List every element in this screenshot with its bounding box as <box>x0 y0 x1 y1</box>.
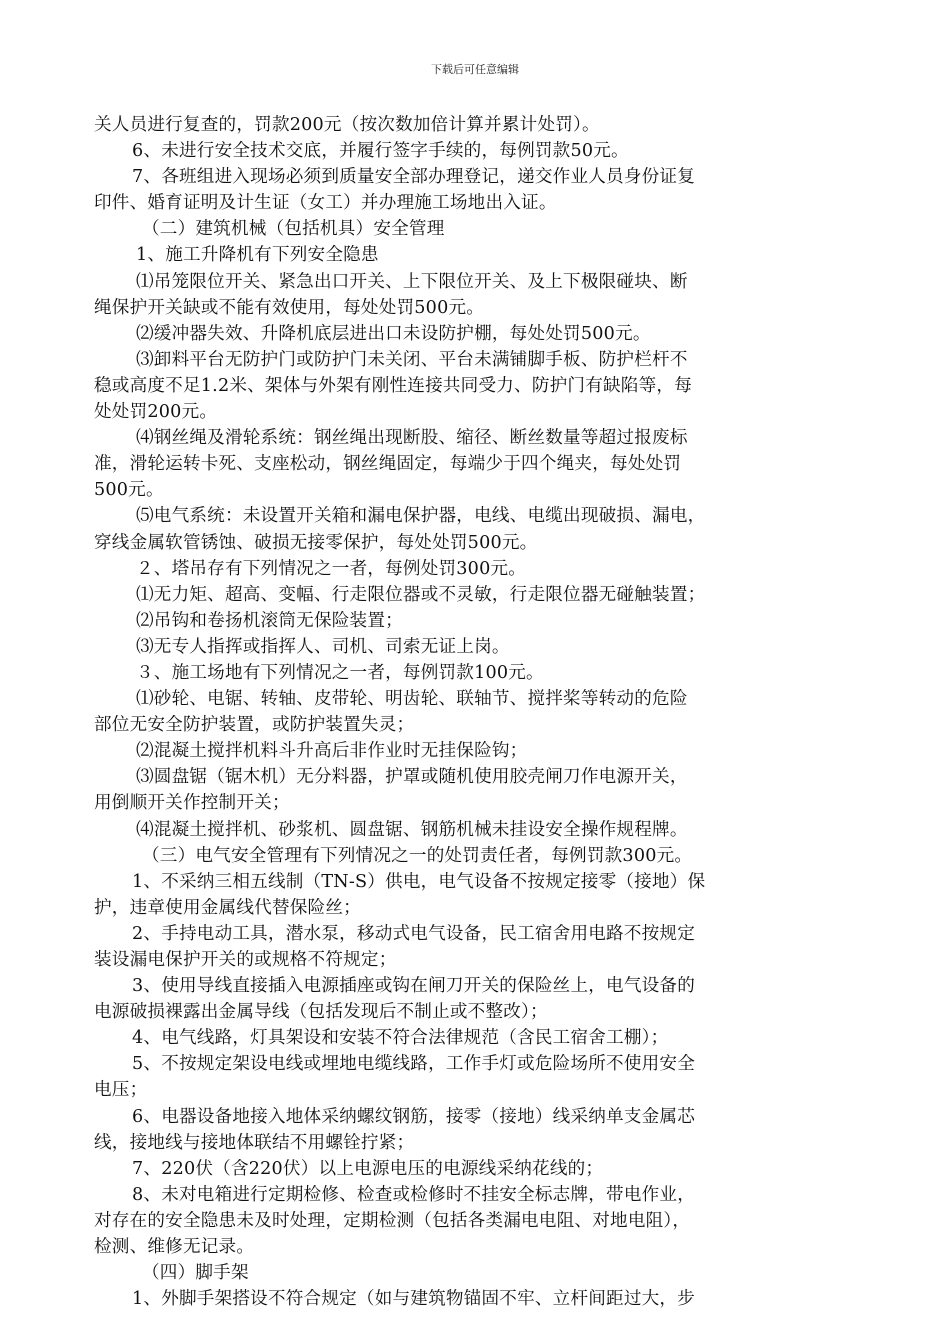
text-line: ⑴砂轮、电锯、转轴、皮带轮、明齿轮、联轴节、搅拌桨等转动的危险 <box>136 689 688 710</box>
text-line: 1、施工升降机有下列安全隐患 <box>136 245 379 266</box>
text-line: 绳保护开关缺或不能有效使用，每处处罚500元。 <box>94 297 485 318</box>
text-line: ⑵混凝土搅拌机料斗升高后非作业时无挂保险钩； <box>136 741 528 762</box>
text-line: 装设漏电保护开关的或规格不符规定； <box>94 950 397 970</box>
text-line: 关人员进行复查的，罚款200元（按次数加倍计算并累计处罚）。 <box>94 115 600 135</box>
text-line: 检测、维修无记录。 <box>94 1237 255 1258</box>
text-line: ⑵缓冲器失效、升降机底层进出口未设防护棚，每处处罚500元。 <box>136 323 651 344</box>
text-line: 护，违章使用金属线代替保险丝； <box>94 897 361 918</box>
text-line: 印件、婚育证明及计生证（女工）并办理施工场地出入证。 <box>94 193 557 214</box>
text-line: ⑷钢丝绳及滑轮系统：钢丝绳出现断股、缩径、断丝数量等超过报废标 <box>136 428 688 449</box>
text-line: 电源破损裸露出金属导线（包括发现后不制止或不整改）； <box>94 1002 548 1023</box>
text-line: 8、未对电箱进行定期检修、检查或检修时不挂安全标志牌，带电作业， <box>132 1184 696 1205</box>
text-line: ３、施工场地有下列情况之一者，每例罚款100元。 <box>136 662 544 683</box>
text-line: 6、电器设备地接入地体采纳螺纹钢筋，接零（接地）线采纳单支金属芯 <box>132 1106 696 1127</box>
text-line: 2、手持电动工具，潜水泵，移动式电气设备，民工宿舍用电路不按规定 <box>132 923 696 944</box>
text-line: ⑴吊笼限位开关、紧急出口开关、上下限位开关、及上下极限碰块、断 <box>136 271 688 292</box>
text-line: 穿线金属软管锈蚀、破损无接零保护，每处处罚500元。 <box>94 532 538 553</box>
text-line: 电压； <box>94 1080 148 1101</box>
page-header: 下载后可任意编辑 <box>431 63 519 76</box>
text-line: ⑶无专人指挥或指挥人、司机、司索无证上岗。 <box>136 636 510 657</box>
text-line: 准，滑轮运转卡死、支座松动，钢丝绳固定，每端少于四个绳夹，每处处罚 <box>94 454 682 475</box>
text-line: 稳或高度不足1.2米、架体与外架有刚性连接共同受力、防护门有缺陷等，每 <box>94 375 692 396</box>
text-line: 部位无安全防护装置，或防护装置失灵； <box>94 715 415 736</box>
text-line: 处处罚200元。 <box>94 402 218 423</box>
text-line: ⑵吊钩和卷扬机滚筒无保险装置； <box>136 610 403 631</box>
section-heading: （四）脚手架 <box>142 1263 249 1284</box>
text-line: ⑴无力矩、超高、变幅、行走限位器或不灵敏，行走限位器无碰触装置； <box>136 584 706 605</box>
document-body <box>94 112 860 1312</box>
text-line: 用倒顺开关作控制开关； <box>94 793 290 814</box>
text-line: 对存在的安全隐患未及时处理，定期检测（包括各类漏电电阻、对地电阻）， <box>94 1210 691 1231</box>
text-line: 500元。 <box>94 480 164 501</box>
text-line: ⑶圆盘锯（锯木机）无分料器，护罩或随机使用胶壳闸刀作电源开关， <box>136 767 688 788</box>
text-line: 1、外脚手架搭设不符合规定（如与建筑物锚固不牢、立杆间距过大，步 <box>132 1289 696 1310</box>
text-line: 7、各班组进入现场必须到质量安全部办理登记，递交作业人员身份证复 <box>132 167 696 188</box>
section-heading: （三）电气安全管理有下列情况之一的处罚责任者，每例罚款300元。 <box>142 845 693 866</box>
section-heading: （二）建筑机械（包括机具）安全管理 <box>142 219 445 240</box>
text-line: ⑸电气系统：未设置开关箱和漏电保护器，电线、电缆出现破损、漏电， <box>136 506 706 527</box>
text-line: ⑶卸料平台无防护门或防护门未关闭、平台未满铺脚手板、防护栏杆不 <box>136 349 688 370</box>
text-line: 1、不采纳三相五线制（TN-S）供电，电气设备不按规定接零（接地）保 <box>132 871 706 892</box>
text-line: 6、未进行安全技术交底，并履行签字手续的，每例罚款50元。 <box>132 141 629 162</box>
text-line: ２、塔吊存有下列情况之一者，每例处罚300元。 <box>136 558 527 579</box>
text-line: 5、不按规定架设电线或埋地电缆线路，工作手灯或危险场所不使用安全 <box>132 1054 696 1075</box>
text-line: ⑷混凝土搅拌机、砂浆机、圆盘锯、钢筋机械未挂设安全操作规程牌。 <box>136 819 688 840</box>
text-line: 3、使用导线直接插入电源插座或钩在闸刀开关的保险丝上，电气设备的 <box>132 976 696 997</box>
text-line: 4、电气线路，灯具架设和安装不符合法律规范（含民工宿舍工棚）； <box>132 1028 669 1049</box>
text-line: 7、220伏（含220伏）以上电源电压的电源线采纳花线的； <box>132 1158 604 1179</box>
text-line: 线，接地线与接地体联结不用螺铨拧紧； <box>94 1132 415 1153</box>
